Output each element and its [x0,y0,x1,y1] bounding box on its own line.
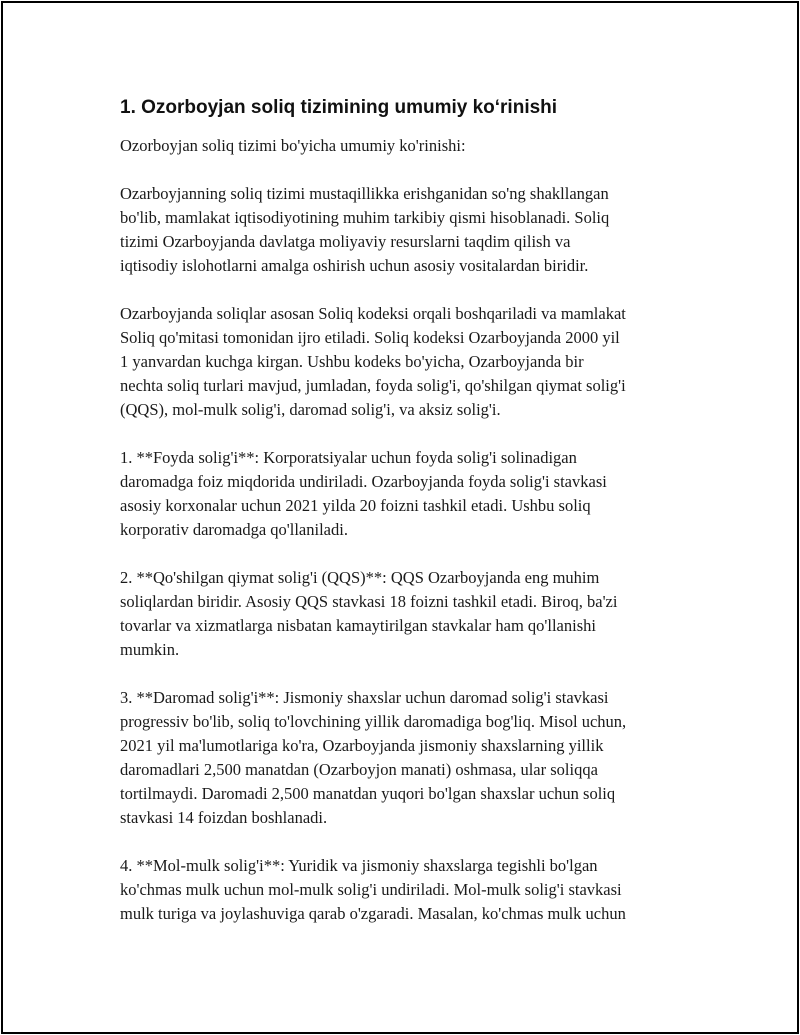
paragraph-profit-tax: 1. **Foyda solig'i**: Korporatsiyalar uchun foyda solig'i solinadigan daromadga foiz miqdorida undiriladi. Ozarboyjanda foyda solig'i stavkasi asosiy korxonalar uchun 2021 yilda 20 foizni tashkil etadi. Ushbu soliq korporativ daromadga qo'llaniladi. [120,448,607,539]
document-body [120,95,700,950]
intro-paragraph: Ozorboyjan soliq tizimi bo'yicha umumiy ko'rinishi: [120,136,466,155]
paragraph-property-tax: 4. **Mol-mulk solig'i**: Yuridik va jismoniy shaxslarga tegishli bo'lgan ko'chmas mulk uchun mol-mulk solig'i undiriladi. Mol-mulk solig'i stavkasi mulk turiga va joylashuviga qarab o'zgaradi. Masalan, ko'chmas mulk uchun [120,856,626,923]
paragraph-overview: Ozarboyjanning soliq tizimi mustaqillikka erishganidan so'ng shakllangan bo'lib, mamlakat iqtisodiyotining muhim tarkibiy qismi hisoblanadi. Soliq tizimi Ozarboyjanda davlatga moliyaviy resurslarni taqdim qilish va iqtisodiy islohotlarni amalga oshirish uchun asosiy vositalardan biridir. [120,184,610,275]
paragraph-income-tax: 3. **Daromad solig'i**: Jismoniy shaxslar uchun daromad solig'i stavkasi progressiv bo'lib, soliq to'lovchining yillik daromadiga bog'liq. Misol uchun, 2021 yil ma'lumotlariga ko'ra, Ozarboyjanda jismoniy shaxslarning yillik daromadlari 2,500 manatdan (Ozarboyjon manati) oshmasa, ular soliqqa tortilmaydi. Daromadi 2,500 manatdan yuqori bo'lgan shaxslar uchun soliq stavkasi 14 foizdan boshlanadi. [120,688,627,827]
page-frame [1,1,799,1034]
paragraph-vat: 2. **Qo'shilgan qiymat solig'i (QQS)**: QQS Ozarboyjanda eng muhim soliqlardan biridir. Asosiy QQS stavkasi 18 foizni tashkil etadi. Biroq, ba'zi tovarlar va xizmatlarga nisbatan kamaytirilgan stavkalar ham qo'llanishi mumkin. [120,568,618,659]
paragraph-tax-code: Ozarboyjanda soliqlar asosan Soliq kodeksi orqali boshqariladi va mamlakat Soliq qo'mitasi tomonidan ijro etiladi. Soliq kodeksi Ozarboyjanda 2000 yil 1 yanvardan kuchga kirgan. Ushbu kodeks bo'yicha, Ozarboyjanda bir nechta soliq turlari mavjud, jumladan, foyda solig'i, qo'shilgan qiymat solig'i (QQS), mol-mulk solig'i, daromad solig'i, va aksiz solig'i. [120,304,626,419]
section-heading: 1. Ozorboyjan soliq tizimining umumiy ko‘rinishi [120,97,558,118]
